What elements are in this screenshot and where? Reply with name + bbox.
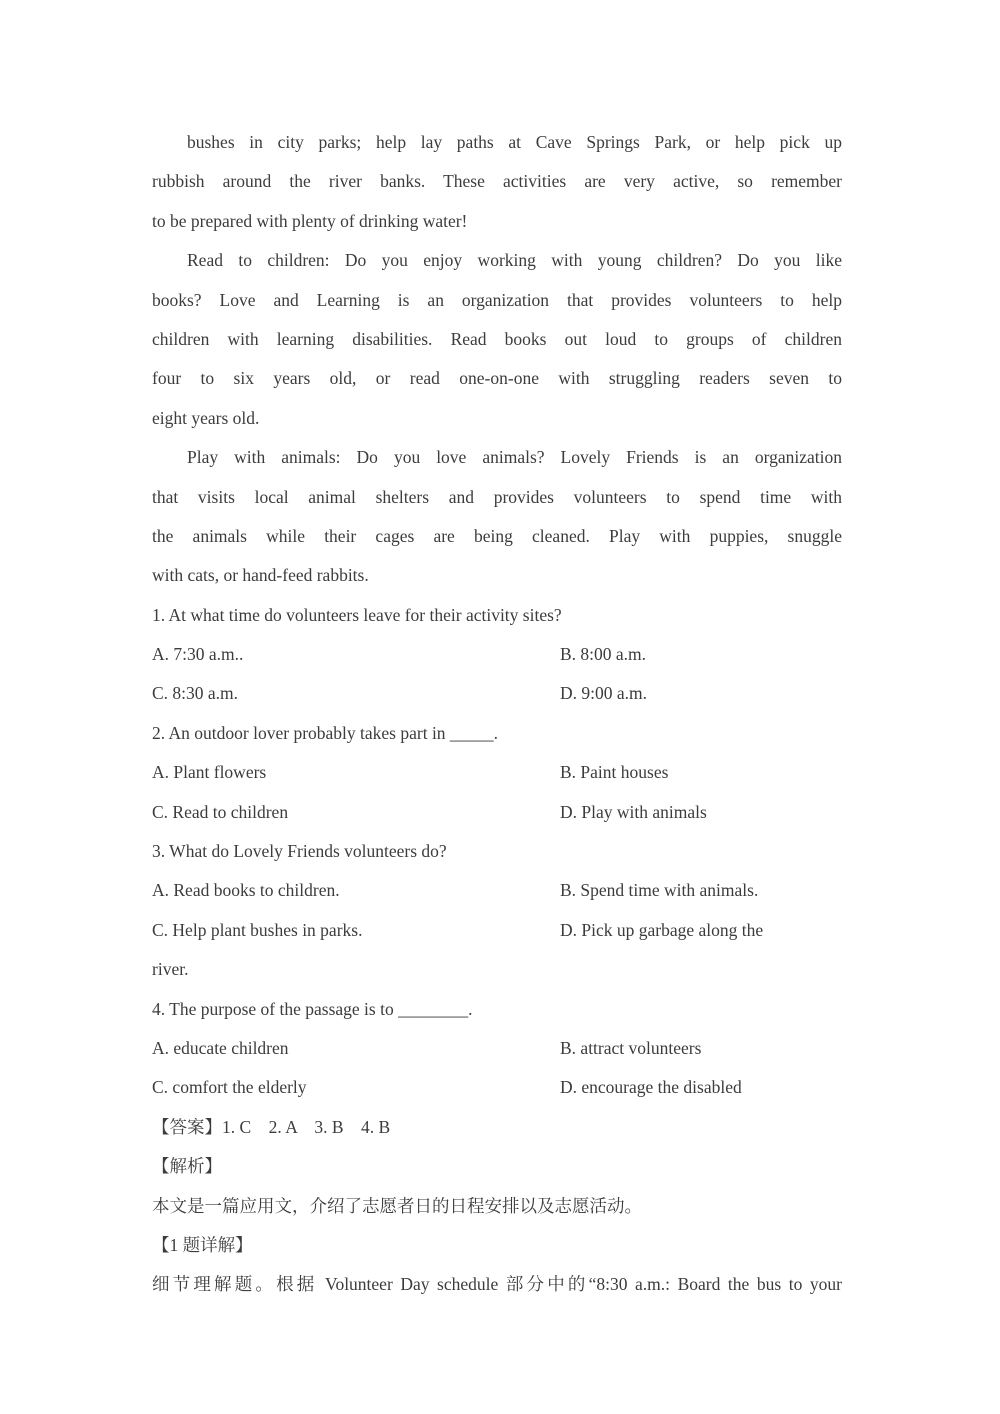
question-line: 2. An outdoor lover probably takes part in _____. <box>152 722 499 743</box>
paragraph-line: eight years old. <box>152 407 260 428</box>
paragraph-line: to be prepared with plenty of drinking water! <box>152 210 468 231</box>
option-right: D. 9:00 a.m. <box>560 683 648 704</box>
paragraph-line: children with learning disabilities. Read books out loud to groups of children <box>152 328 842 349</box>
paragraph-line: that visits local animal shelters and provides volunteers to spend time with <box>152 486 842 507</box>
option-right: B. 8:00 a.m. <box>560 644 647 665</box>
text-line: 【1 题详解】 <box>152 1234 253 1255</box>
option-row <box>152 635 842 674</box>
text-line: river. <box>152 959 189 980</box>
option-left: A. educate children <box>152 1037 289 1058</box>
option-left: C. Help plant bushes in parks. <box>152 919 363 940</box>
paragraph-line: with cats, or hand-feed rabbits. <box>152 565 369 586</box>
option-right: D. Pick up garbage along the <box>560 919 764 940</box>
option-left: A. Read books to children. <box>152 880 340 901</box>
option-right: D. Play with animals <box>560 801 707 822</box>
option-row <box>152 1029 842 1068</box>
document-body <box>152 123 842 1305</box>
option-left: C. 8:30 a.m. <box>152 683 239 704</box>
paragraph-line: Read to children: Do you enjoy working with young children? Do you like <box>187 250 842 271</box>
text-line: 本文是一篇应用文，介绍了志愿者日的日程安排以及志愿活动。 <box>152 1195 642 1216</box>
text-line: 【解析】 <box>152 1156 222 1177</box>
text-line: 【答案】1. C 2. A 3. B 4. B <box>152 1116 391 1137</box>
question-line: 4. The purpose of the passage is to ________. <box>152 998 473 1019</box>
option-right: B. attract volunteers <box>560 1037 702 1058</box>
paragraph-line: four to six years old, or read one-on-one with struggling readers seven to <box>152 368 842 389</box>
question-line: 3. What do Lovely Friends volunteers do? <box>152 841 447 862</box>
paragraph-line: rubbish around the river banks. These activities are very active, so remember <box>152 171 842 192</box>
option-left: C. comfort the elderly <box>152 1077 307 1098</box>
paragraph-line: the animals while their cages are being cleaned. Play with puppies, snuggle <box>152 525 842 546</box>
option-right: B. Paint houses <box>560 762 669 783</box>
option-left: A. 7:30 a.m.. <box>152 644 244 665</box>
question-line: 1. At what time do volunteers leave for their activity sites? <box>152 604 562 625</box>
option-row <box>152 793 842 832</box>
option-left: C. Read to children <box>152 801 289 822</box>
option-left: A. Plant flowers <box>152 762 267 783</box>
paragraph-line: Play with animals: Do you love animals? Lovely Friends is an organization <box>187 447 842 468</box>
option-right: B. Spend time with animals. <box>560 880 759 901</box>
option-row <box>152 871 842 910</box>
option-row <box>152 674 842 713</box>
option-row <box>152 753 842 792</box>
paragraph-line: 细节理解题。根据 Volunteer Day schedule 部分中的“8:30 a.m.: Board the bus to your <box>152 1274 842 1295</box>
option-right: D. encourage the disabled <box>560 1077 742 1098</box>
option-row <box>152 911 842 950</box>
paragraph-line: bushes in city parks; help lay paths at Cave Springs Park, or help pick up <box>187 132 842 152</box>
option-row <box>152 1068 842 1107</box>
paragraph-line: books? Love and Learning is an organization that provides volunteers to help <box>152 289 842 310</box>
